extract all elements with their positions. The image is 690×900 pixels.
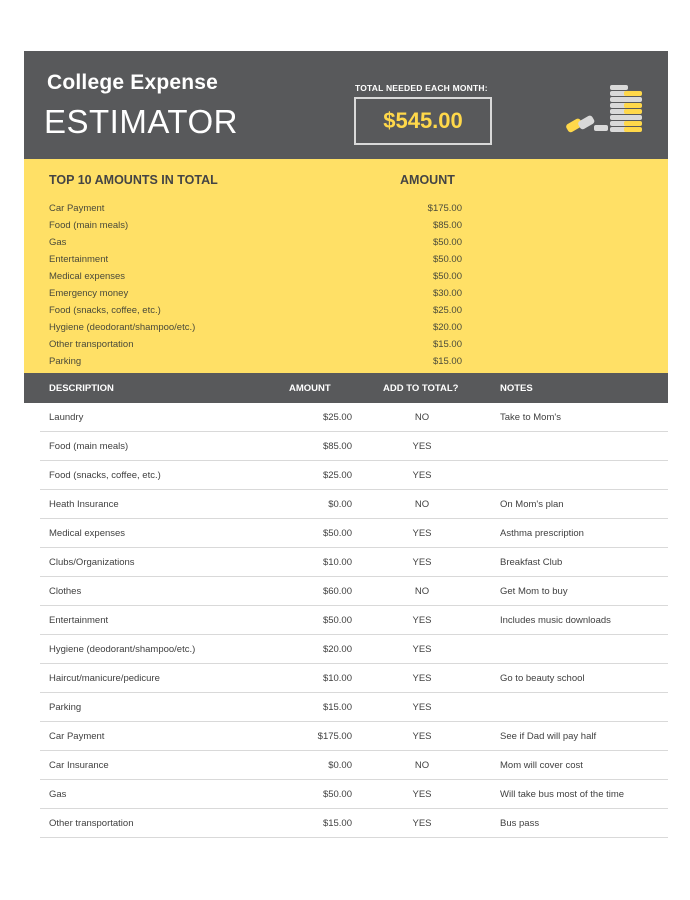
cell-add-to-total[interactable]: YES: [412, 615, 432, 626]
cell-amount[interactable]: $0.00: [328, 499, 352, 510]
cell-notes[interactable]: Will take bus most of the time: [500, 789, 625, 800]
top10-item-label: Medical expenses: [49, 271, 126, 282]
cell-notes[interactable]: Go to beauty school: [500, 673, 585, 684]
table-row: [40, 548, 668, 577]
cell-description[interactable]: Other transportation: [49, 818, 134, 829]
top10-item-amount: $50.00: [432, 237, 462, 248]
top10-item-amount: $15.00: [432, 356, 462, 367]
table-row: [40, 432, 668, 461]
top10-item: [49, 356, 469, 373]
cell-description[interactable]: Hygiene (deodorant/shampoo/etc.): [49, 644, 196, 655]
expense-estimator-sheet: [24, 51, 668, 838]
header-banner: [24, 51, 668, 159]
cell-notes[interactable]: Get Mom to buy: [500, 586, 568, 597]
table-row: [40, 403, 668, 432]
table-row: [40, 519, 668, 548]
table-row: [40, 664, 668, 693]
cell-add-to-total[interactable]: NO: [414, 586, 430, 597]
cell-add-to-total[interactable]: YES: [412, 673, 432, 684]
top10-item: [49, 220, 469, 237]
cell-notes[interactable]: On Mom's plan: [500, 499, 564, 510]
cell-amount[interactable]: $25.00: [322, 470, 352, 481]
cell-add-to-total[interactable]: YES: [412, 528, 432, 539]
title-estimator: ESTIMATOR: [44, 103, 238, 140]
cell-description[interactable]: Gas: [49, 789, 67, 800]
top10-item-amount: $25.00: [432, 305, 462, 316]
column-header-add-to-total[interactable]: ADD TO TOTAL?: [383, 383, 459, 394]
top10-item: [49, 237, 469, 254]
top10-item-label: Food (snacks, coffee, etc.): [49, 305, 161, 316]
cell-notes[interactable]: Breakfast Club: [500, 557, 563, 568]
top10-item-amount: $30.00: [432, 288, 462, 299]
cell-amount[interactable]: $10.00: [322, 673, 352, 684]
top10-item: [49, 271, 469, 288]
table-row: [40, 577, 668, 606]
cell-add-to-total[interactable]: YES: [412, 702, 432, 713]
cell-add-to-total[interactable]: NO: [414, 412, 430, 423]
cell-notes[interactable]: See if Dad will pay half: [500, 731, 597, 742]
cell-amount[interactable]: $60.00: [322, 586, 352, 597]
cell-description[interactable]: Parking: [49, 702, 82, 713]
cell-add-to-total[interactable]: YES: [412, 818, 432, 829]
top10-item: [49, 339, 469, 356]
top10-item-label: Entertainment: [49, 254, 109, 265]
table-row: [40, 780, 668, 809]
cell-add-to-total[interactable]: YES: [412, 789, 432, 800]
top10-item: [49, 305, 469, 322]
top10-item-label: Car Payment: [49, 203, 105, 214]
top10-item: [49, 203, 469, 220]
cell-description[interactable]: Laundry: [49, 412, 84, 423]
top10-item-label: Gas: [49, 237, 67, 248]
cell-amount[interactable]: $15.00: [322, 702, 352, 713]
cell-add-to-total[interactable]: YES: [412, 557, 432, 568]
top10-item-amount: $175.00: [427, 203, 462, 214]
column-header-description[interactable]: DESCRIPTION: [49, 383, 114, 394]
cell-amount[interactable]: $50.00: [322, 615, 352, 626]
cell-notes[interactable]: Take to Mom's: [500, 412, 561, 423]
top10-item-label: Other transportation: [49, 339, 134, 350]
expense-table-header: [24, 373, 668, 403]
cell-description[interactable]: Haircut/manicure/pedicure: [49, 673, 160, 684]
top10-item-label: Emergency money: [49, 288, 129, 299]
top10-item: [49, 254, 469, 271]
cell-add-to-total[interactable]: YES: [412, 644, 432, 655]
total-needed-value[interactable]: $545.00: [354, 97, 492, 145]
top10-item: [49, 322, 469, 339]
top10-amount-heading: AMOUNT: [400, 173, 455, 187]
top10-item-label: Parking: [49, 356, 82, 367]
cell-add-to-total[interactable]: YES: [412, 731, 432, 742]
cell-add-to-total[interactable]: NO: [414, 499, 430, 510]
cell-amount[interactable]: $20.00: [322, 644, 352, 655]
top10-item-label: Hygiene (deodorant/shampoo/etc.): [49, 322, 196, 333]
table-row: [40, 490, 668, 519]
column-header-notes[interactable]: NOTES: [500, 383, 533, 394]
top10-list: [49, 203, 469, 373]
title-college-expense: College Expense: [47, 71, 219, 94]
cell-description[interactable]: Car Insurance: [49, 760, 109, 771]
cell-description[interactable]: Medical expenses: [49, 528, 126, 539]
cell-description[interactable]: Clubs/Organizations: [49, 557, 135, 568]
cell-add-to-total[interactable]: YES: [412, 470, 432, 481]
cell-description[interactable]: Heath Insurance: [49, 499, 119, 510]
cell-notes[interactable]: Mom will cover cost: [500, 760, 583, 771]
cell-amount[interactable]: $85.00: [322, 441, 352, 452]
cell-description[interactable]: Food (snacks, coffee, etc.): [49, 470, 161, 481]
top10-item-label: Food (main meals): [49, 220, 129, 231]
cell-description[interactable]: Food (main meals): [49, 441, 129, 452]
cell-add-to-total[interactable]: NO: [414, 760, 430, 771]
column-header-amount[interactable]: AMOUNT: [289, 383, 331, 394]
coins-icon: [564, 81, 644, 141]
cell-add-to-total[interactable]: YES: [412, 441, 432, 452]
cell-description[interactable]: Entertainment: [49, 615, 109, 626]
table-row: [40, 751, 668, 780]
cell-amount[interactable]: $175.00: [317, 731, 352, 742]
cell-amount[interactable]: $50.00: [322, 528, 352, 539]
top10-item: [49, 288, 469, 305]
table-row: [40, 693, 668, 722]
table-row: [40, 635, 668, 664]
top10-item-amount: $50.00: [432, 271, 462, 282]
cell-notes[interactable]: Asthma prescription: [500, 528, 584, 539]
cell-notes[interactable]: Bus pass: [500, 818, 540, 829]
table-row: [40, 606, 668, 635]
expense-table-body: [24, 403, 668, 838]
cell-description[interactable]: Car Payment: [49, 731, 105, 742]
cell-description[interactable]: Clothes: [49, 586, 82, 597]
table-row: [40, 461, 668, 490]
top10-item-amount: $15.00: [432, 339, 462, 350]
top-10-summary: [24, 159, 668, 373]
total-needed-label: TOTAL NEEDED EACH MONTH:: [355, 83, 488, 93]
top10-item-amount: $50.00: [432, 254, 462, 265]
cell-amount[interactable]: $15.00: [322, 818, 352, 829]
table-row: [40, 722, 668, 751]
top10-heading: TOP 10 AMOUNTS IN TOTAL: [49, 173, 218, 187]
cell-amount[interactable]: $0.00: [328, 760, 352, 771]
cell-amount[interactable]: $10.00: [322, 557, 352, 568]
cell-amount[interactable]: $25.00: [322, 412, 352, 423]
cell-notes[interactable]: Includes music downloads: [500, 615, 611, 626]
cell-amount[interactable]: $50.00: [322, 789, 352, 800]
table-row: [40, 809, 668, 838]
top10-item-amount: $85.00: [432, 220, 462, 231]
top10-item-amount: $20.00: [432, 322, 462, 333]
